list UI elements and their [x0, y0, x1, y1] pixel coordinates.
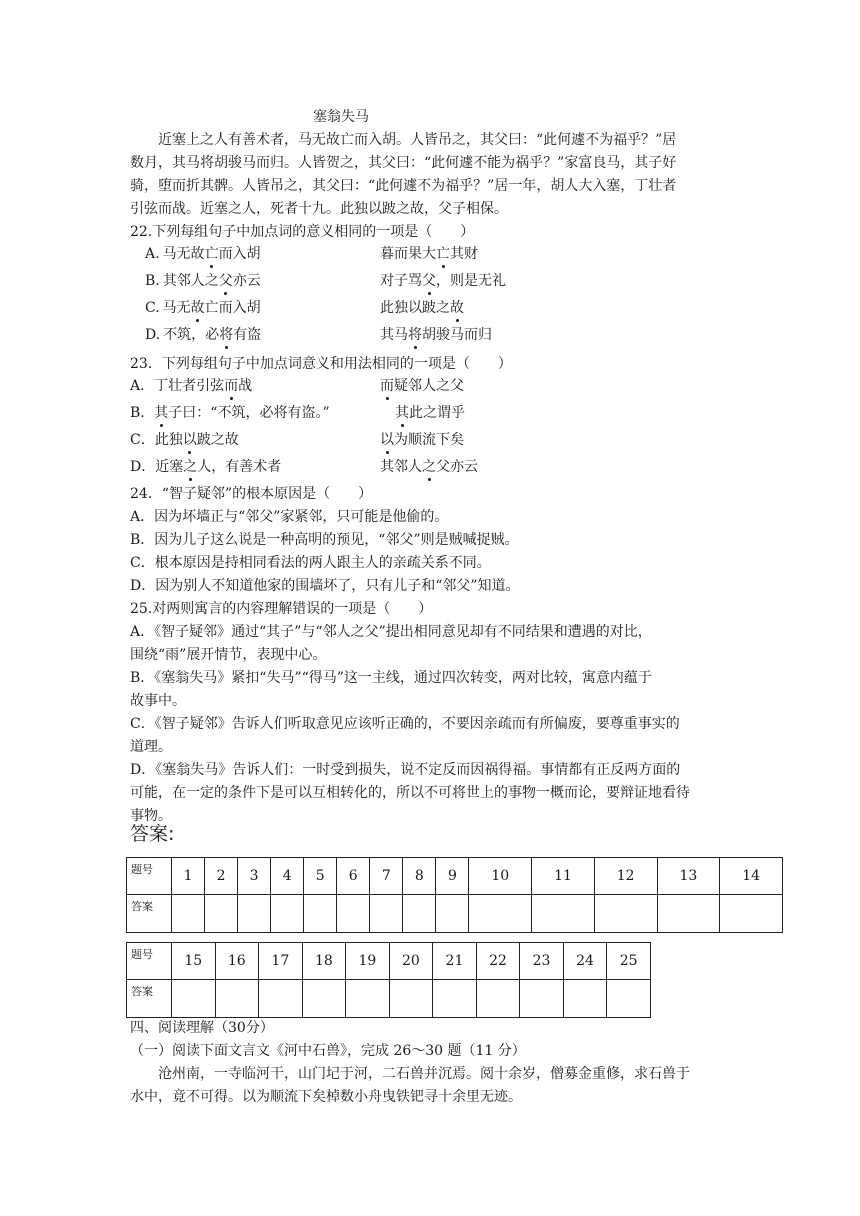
answer-cell[interactable]	[172, 895, 205, 933]
option-text: 为顺流下矣	[394, 432, 464, 448]
option-text: 父亦云	[436, 459, 478, 475]
answer-cell[interactable]	[433, 980, 477, 1018]
q23-option-left	[130, 457, 281, 477]
option-label: B．	[130, 405, 155, 421]
question-number-cell: 11	[532, 858, 595, 895]
option-text: 此之谓乎	[409, 405, 465, 421]
q25-line: 可能，在一定的条件下是可以互相转化的，所以不可将世上的事物一概而论，要辩证地看待	[130, 785, 690, 801]
question-number-cell: 1	[172, 858, 205, 895]
q22-option-right	[380, 244, 478, 264]
q22-stem: 22.下列每组句子中加点词的意义相同的一项是（ ）	[130, 224, 475, 240]
question-number-cell: 22	[476, 943, 520, 980]
passage-line: 骑，堕而折其髀。人皆吊之，其父曰：“此何遽不为福乎？”居一年，胡人大入塞，丁壮者	[130, 178, 677, 194]
option-text: 近塞	[155, 459, 184, 475]
question-number-cell: 20	[389, 943, 433, 980]
option-label: B.	[145, 273, 160, 289]
answer-cell[interactable]	[563, 980, 607, 1018]
q25-line: B．《塞翁失马》紧扣“失马”“得马”这一主线，通过四次转变，两对比较，寓意内蕴于	[130, 670, 652, 686]
option-text: 此独以跛之	[380, 300, 450, 316]
dotted-word: 之	[183, 459, 198, 475]
answer-cell[interactable]	[238, 895, 271, 933]
option-text: 人，有善术者	[197, 459, 282, 475]
option-text: 不筑，必	[163, 327, 220, 343]
question-number-cell: 12	[594, 858, 657, 895]
option-text: 其邻人之	[162, 273, 219, 289]
q23-stem: 23．下列每组句子中加点词意义和用法相同的一项是（ ）	[130, 356, 512, 372]
question-number-cell: 21	[433, 943, 477, 980]
dotted-word: 以	[380, 432, 394, 448]
q22-option-left	[145, 325, 261, 345]
dotted-word: 故	[450, 300, 464, 316]
section4-line: 沧州南，一寺临河干，山门圮于河，二石兽并沉焉。阅十余岁，僧募金重修，求石兽于	[158, 1066, 690, 1082]
q25-line: 25.对两则寓言的内容理解错误的一项是（ ）	[130, 601, 433, 617]
q24-line: C．根本原因是持相同看法的两人跟主人的亲疏关系不同。	[130, 555, 491, 571]
passage-line: 近塞上之人有善术者，马无故亡而入胡。人皆吊之，其父曰：“此何遽不为福乎？”居	[158, 132, 677, 148]
q24-line: B．因为儿子这么说是一种高明的预见，“邻父”则是贼喊捉贼。	[130, 532, 519, 548]
q23-option-left	[130, 403, 330, 423]
option-text: 子曰：“不筑，必将有盗。”	[168, 405, 330, 421]
q23-option-right	[380, 376, 464, 396]
answer-cell[interactable]	[657, 895, 720, 933]
q25-line: D．《塞翁失马》告诉人们：一时受到损失，说不定反而因祸得福。事情都有正反两方面的	[130, 762, 681, 778]
q22-option-right	[380, 325, 492, 345]
option-text: 亦云	[232, 273, 261, 289]
dotted-word: 亡	[436, 246, 450, 262]
question-number-cell: 2	[205, 858, 238, 895]
question-number-cell: 19	[346, 943, 390, 980]
q22-option-left	[145, 298, 261, 318]
q22-option-left	[145, 271, 261, 291]
option-text: 暮而果大	[380, 246, 436, 262]
q23-option-left	[130, 376, 252, 396]
q23-option-right	[395, 403, 465, 423]
dotted-word: 其	[395, 405, 409, 421]
q25-line: A．《智子疑邻》通过“其子”与“邻人之父”提出相同意见却有不同结果和遭遇的对比，	[130, 624, 652, 640]
option-text: 马无故	[162, 246, 205, 262]
answer-cell[interactable]	[215, 980, 259, 1018]
q23-option-right	[380, 430, 464, 450]
question-number-cell: 9	[436, 858, 469, 895]
answer-cell[interactable]	[607, 980, 651, 1018]
passage-line: 引弦而战。近塞之人，死者十九。此独以跛之故，父子相保。	[130, 201, 508, 217]
option-text: 战	[238, 378, 253, 394]
answer-cell[interactable]	[403, 895, 436, 933]
answer-cell[interactable]	[720, 895, 783, 933]
answer-cell[interactable]	[436, 895, 469, 933]
option-text: 胡骏马而归	[422, 327, 492, 343]
dotted-word: 其	[154, 405, 169, 421]
question-number-cell: 17	[259, 943, 303, 980]
question-number-cell: 16	[215, 943, 259, 980]
passage-line: 数月，其马将胡骏马而归。人皆贺之，其父曰：“此何遽不能为祸乎？”家富良马，其子好	[130, 155, 677, 171]
option-label: D.	[145, 327, 161, 343]
question-number-cell: 8	[403, 858, 436, 895]
option-text: 而入胡	[218, 246, 261, 262]
answer-cell[interactable]	[337, 895, 370, 933]
row-header-number: 题号	[127, 943, 172, 980]
option-text: 其邻人	[380, 459, 422, 475]
row-header-answer: 答案	[127, 895, 172, 933]
option-text: 亡而入胡	[204, 300, 261, 316]
question-number-cell: 25	[607, 943, 651, 980]
dotted-word: 故	[190, 300, 205, 316]
answer-cell[interactable]	[346, 980, 390, 1018]
answer-cell[interactable]	[520, 980, 564, 1018]
answer-cell[interactable]	[389, 980, 433, 1018]
q25-line: 道理。	[130, 739, 172, 755]
option-text: 马无	[162, 300, 191, 316]
option-text: 此独	[154, 432, 183, 448]
q23-option-right	[380, 457, 478, 477]
q24-line: D．因为别人不知道他家的围墙坏了，只有儿子和“邻父”知道。	[130, 578, 520, 594]
q22-option-right	[380, 298, 464, 318]
option-text: 跛之故	[196, 432, 239, 448]
answer-cell[interactable]	[304, 895, 337, 933]
option-label: A．	[130, 378, 155, 394]
option-label: C．	[130, 432, 155, 448]
answer-table-2	[126, 942, 651, 1018]
option-text: 其财	[450, 246, 478, 262]
q23-option-left	[130, 430, 239, 450]
answer-table-1	[126, 857, 783, 933]
answer-cell[interactable]	[469, 895, 532, 933]
option-text: 疑邻人之父	[394, 378, 464, 394]
answer-cell[interactable]	[205, 895, 238, 933]
q25-line: 故事中。	[130, 693, 186, 709]
dotted-word: 将	[219, 327, 234, 343]
answer-cell[interactable]	[271, 895, 304, 933]
option-text: 有盗	[233, 327, 262, 343]
question-number-cell: 10	[469, 858, 532, 895]
question-number-cell: 24	[563, 943, 607, 980]
answer-cell[interactable]	[259, 980, 303, 1018]
section4-heading: 四、阅读理解（30分）	[130, 1020, 274, 1036]
dotted-word: 以	[182, 432, 197, 448]
row-header-number: 题号	[127, 858, 172, 895]
q25-line: 围绕“雨”展开情节，表现中心。	[130, 647, 327, 663]
q22-option-left	[145, 244, 261, 264]
dotted-word: 将	[408, 327, 422, 343]
dotted-word: 父	[422, 273, 436, 289]
question-number-cell: 7	[370, 858, 403, 895]
q24-line: 24．“智子疑邻”的根本原因是（ ）	[130, 486, 373, 502]
q25-line: C．《智子疑邻》告诉人们听取意见应该听正确的，不要因亲疏而有所偏废，要尊重事实的	[130, 716, 680, 732]
option-text: 其马	[380, 327, 408, 343]
answer-cell[interactable]	[532, 895, 595, 933]
answers-heading: 答案:	[130, 823, 175, 845]
option-label: C.	[145, 300, 160, 316]
option-text: 对子骂	[380, 273, 422, 289]
question-number-cell: 14	[720, 858, 783, 895]
row-header-answer: 答案	[127, 980, 172, 1018]
q24-line: A．因为坏墙正与“邻父”家紧邻，只可能是他偷的。	[130, 509, 449, 525]
dotted-word: 而	[224, 378, 239, 394]
dotted-word: 亡	[204, 246, 219, 262]
answer-cell[interactable]	[370, 895, 403, 933]
answer-cell[interactable]	[172, 980, 216, 1018]
dotted-word: 而	[380, 378, 394, 394]
question-number-cell: 18	[302, 943, 346, 980]
question-number-cell: 5	[304, 858, 337, 895]
option-text: 丁壮者引弦	[154, 378, 225, 394]
passage-title: 塞翁失马	[313, 109, 369, 125]
question-number-cell: 3	[238, 858, 271, 895]
answer-cell[interactable]	[476, 980, 520, 1018]
dotted-word: 父	[218, 273, 233, 289]
question-number-cell: 23	[520, 943, 564, 980]
answer-cell[interactable]	[594, 895, 657, 933]
question-number-cell: 6	[337, 858, 370, 895]
q22-option-right	[380, 271, 506, 291]
section4-subheading: （一）阅读下面文言文《河中石兽》，完成 26～30 题（11 分）	[130, 1043, 526, 1059]
q25-line: 事物。	[130, 808, 172, 824]
question-number-cell: 4	[271, 858, 304, 895]
dotted-word: 之	[422, 459, 436, 475]
section4-line: 水中，竟不可得。以为顺流下矣棹数小舟曳铁钯寻十余里无迹。	[130, 1089, 522, 1105]
option-text: ，则是无礼	[436, 273, 506, 289]
question-number-cell: 13	[657, 858, 720, 895]
question-number-cell: 15	[172, 943, 216, 980]
answer-cell[interactable]	[302, 980, 346, 1018]
option-label: A.	[145, 246, 160, 262]
option-label: D．	[130, 459, 156, 475]
